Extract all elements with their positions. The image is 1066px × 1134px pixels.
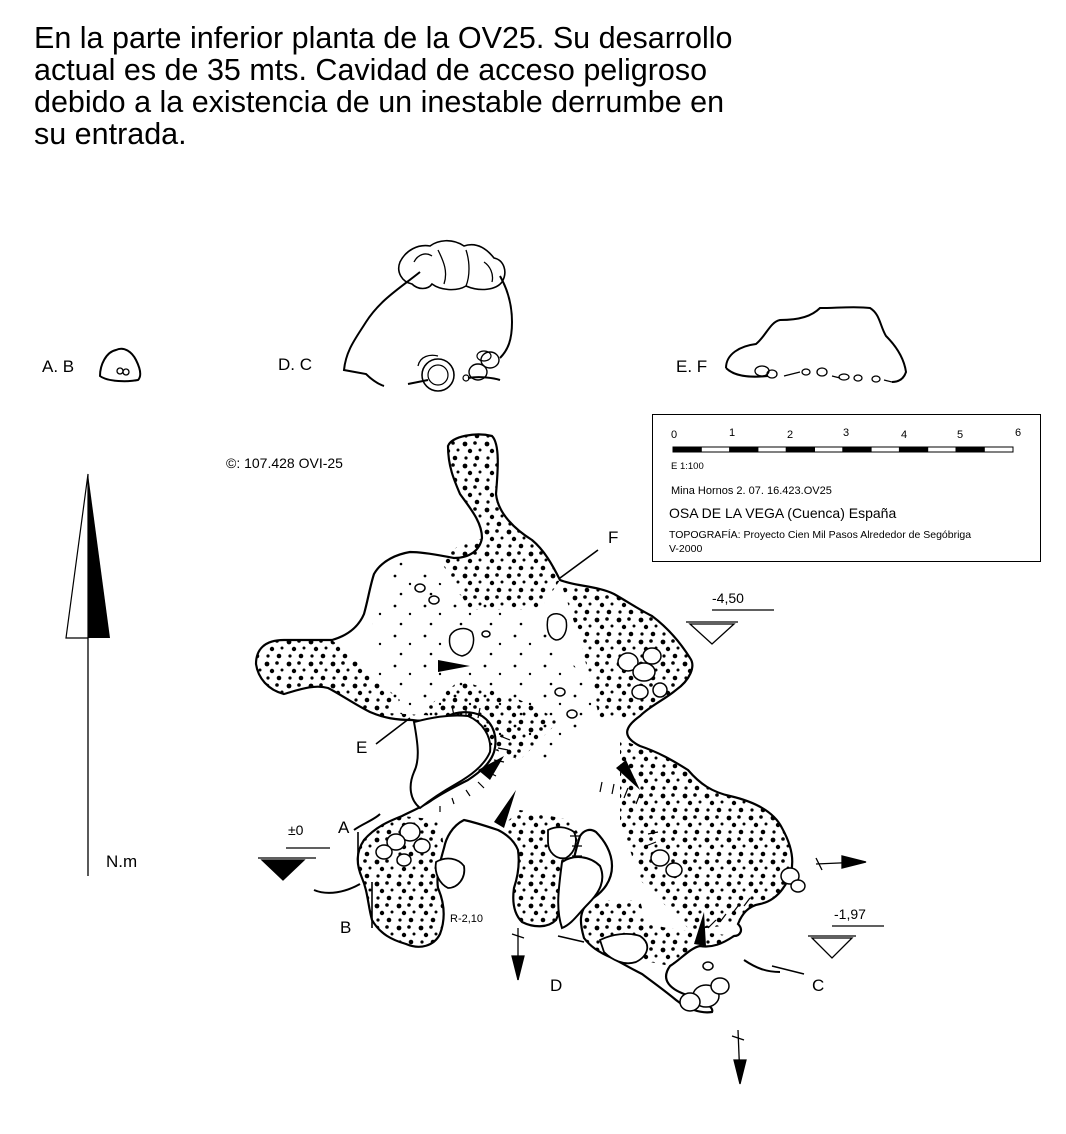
level-label-r210: R-2,10: [450, 913, 484, 925]
level-marker-197: [808, 926, 884, 958]
scale-tick-0: 0: [671, 429, 678, 441]
survey-place: OSA DE LA VEGA (Cuenca) España: [669, 505, 897, 521]
section-ef-profile: [726, 307, 906, 382]
point-label-a: A: [338, 818, 350, 837]
north-arrow-icon: [66, 474, 110, 876]
north-label: N.m: [106, 852, 138, 871]
section-ab-profile: [100, 349, 140, 381]
level-marker-450: [686, 610, 774, 644]
description-line: su entrada.: [34, 117, 187, 151]
survey-reference: Mina Hornos 2. 07. 16.423.OV25: [671, 485, 832, 497]
point-label-b: B: [340, 918, 352, 937]
description-line: actual es de 35 mts. Cavidad de acceso peligroso: [34, 53, 708, 87]
point-label-e: E: [356, 738, 368, 757]
point-label-d: D: [550, 976, 563, 995]
scale-tick-4: 4: [901, 429, 908, 441]
section-label-ef: E. F: [676, 357, 708, 376]
level-marker-zero: [258, 848, 330, 880]
survey-info-box: [652, 414, 1041, 562]
level-label-450: -4,50: [712, 590, 744, 606]
coordinate-label: ©: 107.428 OVI-25: [226, 455, 343, 471]
scale-tick-2: 2: [787, 429, 794, 441]
survey-topography: TOPOGRAFÍA: Proyecto Cien Mil Pasos Alrededor de Segóbriga: [669, 529, 972, 541]
scale-tick-6: 6: [1015, 427, 1022, 439]
section-dc-profile: [344, 241, 512, 391]
survey-date: V-2000: [669, 543, 703, 555]
description-line: En la parte inferior planta de la OV25. Su desarrollo: [34, 21, 733, 55]
scale-ratio: E 1:100: [671, 461, 704, 472]
level-label-zero: ±0: [288, 822, 304, 838]
level-label-197: -1,97: [834, 906, 866, 922]
section-label-dc: D. C: [278, 355, 312, 374]
section-label-ab: A. B: [42, 357, 75, 376]
description-line: debido a la existencia de un inestable derrumbe en: [34, 85, 725, 119]
point-label-c: C: [812, 976, 825, 995]
scale-tick-3: 3: [843, 427, 850, 439]
point-label-f: F: [608, 528, 619, 547]
scale-tick-5: 5: [957, 429, 964, 441]
scale-tick-1: 1: [729, 427, 736, 439]
